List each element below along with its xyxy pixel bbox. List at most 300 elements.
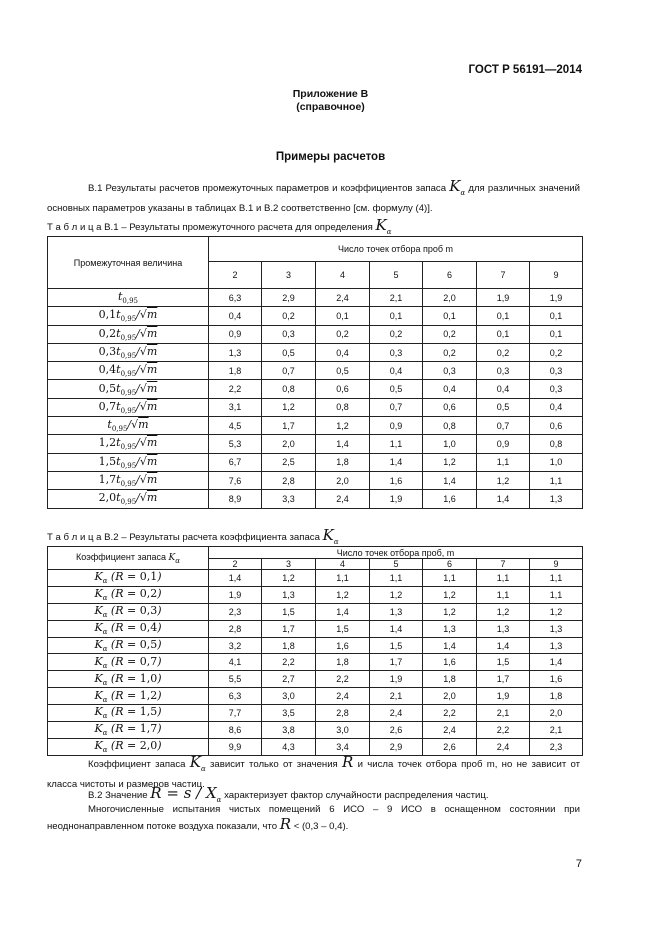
table1-cell: 0,4 <box>209 307 262 325</box>
table2-row <box>48 654 583 671</box>
row-symbol: t <box>116 436 121 450</box>
table2-col-header: 2 <box>209 559 262 570</box>
table1-row <box>48 453 583 471</box>
section-title: Примеры расчетов <box>275 151 386 163</box>
table2-cell: 2,4 <box>316 688 370 705</box>
table2-cell: 2,8 <box>209 620 262 637</box>
close-paren: ) <box>157 671 162 685</box>
intro-text-b: для различных значений основных параметров указаны в таблицах В.1 и В.2 соответственно [см. формулу (4)]. <box>47 183 580 214</box>
table2-cell: 2,1 <box>530 722 583 739</box>
table2-cell: 1,7 <box>262 620 316 637</box>
sqrt-m-symbol: /√m <box>136 436 158 450</box>
table1-cell: 0,5 <box>370 380 423 398</box>
table1-cell: 1,4 <box>370 453 423 471</box>
close-paren: ) <box>157 722 162 736</box>
table1-cell: 0,8 <box>316 398 370 416</box>
table1-cell: 1,1 <box>370 435 423 453</box>
table2-col-header: 9 <box>530 559 583 570</box>
table1-cell: 0,2 <box>370 325 423 343</box>
table2-row <box>48 603 583 620</box>
table1-cell: 0,8 <box>530 435 583 453</box>
table1-cell: 0,2 <box>262 307 316 325</box>
k-alpha-symbol: $K_\alpha$ (R = <box>94 637 140 654</box>
table2-cell: 1,5 <box>477 654 530 671</box>
table2-cell: 1,4 <box>370 620 423 637</box>
table2-cell: 2,2 <box>477 722 530 739</box>
table1-cell: 2,0 <box>316 471 370 489</box>
close-paren: ) <box>157 637 162 651</box>
table2-row-header <box>48 547 209 570</box>
note1-text-a: Коэффициент запаса <box>88 759 186 770</box>
table1-cell: 1,0 <box>530 453 583 471</box>
table1-cell: 1,4 <box>477 490 530 508</box>
table2-cell: 4,3 <box>262 738 316 755</box>
table2-cell: 2,2 <box>262 654 316 671</box>
table1-cell: 0,8 <box>423 417 477 435</box>
table1-cell: 3,3 <box>262 490 316 508</box>
table2-cell: 1,6 <box>530 671 583 688</box>
table2-row-label <box>48 705 209 722</box>
table1-cell: 0,3 <box>262 325 316 343</box>
row-subscript: 0,95 <box>120 443 137 452</box>
table1-caption-text: Т а б л и ц а В.1 – Результаты промежуточного расчета для определения <box>47 222 373 233</box>
table1-cell: 0,4 <box>530 398 583 416</box>
table1-row <box>48 380 583 398</box>
table1-cell: 0,3 <box>530 362 583 380</box>
table2-cell: 1,5 <box>316 620 370 637</box>
table1-cell: 0,6 <box>316 380 370 398</box>
table2-cell: 1,1 <box>370 570 423 587</box>
table2-cell: 4,1 <box>209 654 262 671</box>
r-value: 0,1 <box>139 570 158 584</box>
k-alpha-symbol: $K_\alpha$ (R = <box>94 587 140 603</box>
row-subscript: 0,95 <box>120 498 137 507</box>
table1-cell: 8,9 <box>209 490 262 508</box>
table2-row-label <box>48 637 209 654</box>
table2-cell: 1,9 <box>370 671 423 688</box>
table2-cell: 1,2 <box>316 586 370 603</box>
table2-row-label <box>48 586 209 603</box>
table1-row <box>48 307 583 325</box>
r-value: 1,0 <box>139 671 158 685</box>
r-symbol: R <box>279 815 292 833</box>
table1-cell: 0,2 <box>477 343 530 361</box>
table1-cell: 1,7 <box>262 417 316 435</box>
table2-row-label <box>48 722 209 739</box>
table1-row-label <box>48 453 209 471</box>
table1-row <box>48 398 583 416</box>
sqrt-m-symbol: /√m <box>136 491 158 505</box>
table1-cell: 0,9 <box>209 325 262 343</box>
table1-cell: 0,1 <box>477 307 530 325</box>
table2-cell: 2,0 <box>423 688 477 705</box>
table2-cell: 1,2 <box>477 603 530 620</box>
row-coefficient: 2,0 <box>98 491 117 505</box>
table1-cell: 2,4 <box>316 490 370 508</box>
table2-cell: 1,1 <box>316 570 370 587</box>
table1-cell: 1,3 <box>209 343 262 361</box>
row-coefficient: 0,1 <box>98 308 117 322</box>
intro-text-a: В.1 Результаты расчетов промежуточных параметров и коэффициентов запаса <box>88 183 447 194</box>
table1-cell: 0,6 <box>530 417 583 435</box>
table2-cell: 2,2 <box>423 705 477 722</box>
table1-row-header: Промежуточная величина <box>48 237 209 289</box>
row-symbol: t <box>116 308 121 322</box>
table1 <box>47 236 583 509</box>
r-formula: $R = s / X_\alpha$ <box>150 784 222 804</box>
table2-cell: 1,3 <box>530 637 583 654</box>
table1-cell: 2,5 <box>262 453 316 471</box>
sqrt-m-symbol: /√m <box>127 418 149 432</box>
table2-cell: 1,4 <box>316 603 370 620</box>
row-subscript: 0,95 <box>120 352 137 361</box>
table1-col-group: Число точек отбора проб m <box>209 237 583 262</box>
note2-text-a: В.2 Значение <box>88 790 148 801</box>
table2-row-label <box>48 671 209 688</box>
sqrt-m-symbol: /√m <box>136 381 158 395</box>
sqrt-m-symbol: /√m <box>136 363 158 377</box>
appendix-subtitle: (справочное) <box>296 101 365 113</box>
table1-cell: 1,2 <box>316 417 370 435</box>
table2-cell: 2,7 <box>262 671 316 688</box>
table1-row-label <box>48 325 209 343</box>
table1-row-label <box>48 471 209 489</box>
table1-cell: 0,1 <box>530 307 583 325</box>
k-alpha-symbol: $K_\alpha$ <box>322 526 339 546</box>
table2-cell: 2,2 <box>316 671 370 688</box>
r-value: 0,7 <box>139 654 158 668</box>
k-alpha-symbol: $K_\alpha$ (R = <box>94 570 140 586</box>
table1-cell: 0,2 <box>423 343 477 361</box>
table2-row <box>48 586 583 603</box>
table2-cell: 3,5 <box>262 705 316 722</box>
table2-cell: 1,4 <box>423 637 477 654</box>
close-paren: ) <box>157 587 162 601</box>
table2-caption <box>47 526 339 546</box>
table2-row-label <box>48 620 209 637</box>
table1-cell: 2,9 <box>262 289 316 307</box>
table2-cell: 3,0 <box>316 722 370 739</box>
table1-cell: 0,8 <box>262 380 316 398</box>
row-subscript: 0,95 <box>120 461 137 470</box>
r-value: 1,7 <box>139 722 158 736</box>
table2-cell: 1,7 <box>477 671 530 688</box>
appendix-heading <box>0 88 661 114</box>
table2-cell: 1,2 <box>423 586 477 603</box>
table2-cell: 1,1 <box>530 570 583 587</box>
table1-col-header: 9 <box>530 262 583 289</box>
table2-cell: 2,3 <box>209 603 262 620</box>
table2-cell: 1,1 <box>423 570 477 587</box>
k-alpha-symbol: $K_\alpha$ (R = <box>94 654 140 670</box>
k-alpha-symbol: $K_\alpha$ (R = <box>94 688 140 704</box>
table1-cell: 1,1 <box>477 453 530 471</box>
table2-cell: 1,4 <box>477 637 530 654</box>
row-coefficient: 1,7 <box>98 473 117 487</box>
table1-cell: 1,3 <box>530 490 583 508</box>
table2-row <box>48 620 583 637</box>
table1-cell: 2,8 <box>262 471 316 489</box>
table1-cell: 0,7 <box>262 362 316 380</box>
table1-cell: 0,5 <box>477 398 530 416</box>
table2-cell: 1,7 <box>370 654 423 671</box>
table1-row-label <box>48 417 209 435</box>
table2-cell: 2,8 <box>316 705 370 722</box>
table2-cell: 2,3 <box>530 738 583 755</box>
table1-row-label <box>48 380 209 398</box>
table2-col-header: 3 <box>262 559 316 570</box>
table2-row <box>48 570 583 587</box>
table1-col-header: 2 <box>209 262 262 289</box>
table2-cell: 7,7 <box>209 705 262 722</box>
table1-cell: 0,7 <box>370 398 423 416</box>
row-subscript: 0,95 <box>120 370 137 379</box>
note3-text-a: Многочисленные испытания чистых помещений 6 ИСО – 9 ИСО в оснащенном состоянии при неоднонаправленном потоке воздуха показали, что <box>47 804 580 832</box>
table1-cell: 1,4 <box>423 471 477 489</box>
row-subscript: 0,95 <box>120 480 137 489</box>
table2-caption-text: Т а б л и ц а В.2 – Результаты расчета коэффициента запаса <box>47 532 320 543</box>
table2 <box>47 546 583 756</box>
table1-cell: 0,3 <box>423 362 477 380</box>
sqrt-m-symbol: /√m <box>136 399 158 413</box>
row-subscript: 0,95 <box>120 407 137 416</box>
row-coefficient: 0,5 <box>98 381 117 395</box>
k-alpha-symbol: $K_\alpha$ (R = <box>94 621 140 637</box>
table1-cell: 6,3 <box>209 289 262 307</box>
table1-cell: 0,4 <box>370 362 423 380</box>
table1-row-label <box>48 490 209 508</box>
row-coefficient: 0,2 <box>98 326 117 340</box>
table1-cell: 1,9 <box>370 490 423 508</box>
r-value: 0,4 <box>139 621 158 635</box>
r-value: 1,2 <box>139 688 158 702</box>
k-alpha-symbol: $K_\alpha$ (R = <box>94 722 140 738</box>
table1-cell: 0,1 <box>530 325 583 343</box>
table1-cell: 0,5 <box>262 343 316 361</box>
row-symbol: t <box>107 418 112 432</box>
table2-col-header: 5 <box>370 559 423 570</box>
table2-cell: 3,4 <box>316 738 370 755</box>
table2-cell: 1,2 <box>530 603 583 620</box>
table2-cell: 2,1 <box>370 688 423 705</box>
table1-cell: 0,2 <box>316 325 370 343</box>
table1-cell: 0,9 <box>477 435 530 453</box>
table1-cell: 0,1 <box>423 307 477 325</box>
table2-cell: 3,2 <box>209 637 262 654</box>
table1-cell: 2,4 <box>316 289 370 307</box>
r-value: 2,0 <box>139 739 158 753</box>
table2-cell: 2,6 <box>370 722 423 739</box>
table1-col-header: 4 <box>316 262 370 289</box>
table2-cell: 2,0 <box>530 705 583 722</box>
table2-cell: 3,0 <box>262 688 316 705</box>
row-subscript: 0,95 <box>120 315 137 324</box>
table2-row <box>48 671 583 688</box>
row-coefficient: 1,5 <box>98 454 117 468</box>
table2-cell: 1,3 <box>530 620 583 637</box>
table2-cell: 5,5 <box>209 671 262 688</box>
table2-cell: 1,1 <box>477 586 530 603</box>
table1-cell: 1,9 <box>530 289 583 307</box>
table1-col-header: 3 <box>262 262 316 289</box>
table2-cell: 9,9 <box>209 738 262 755</box>
table2-col-header: 6 <box>423 559 477 570</box>
table2-cell: 1,4 <box>209 570 262 587</box>
r-value: 0,5 <box>139 637 158 651</box>
k-alpha-symbol: $K_\alpha$ <box>168 552 180 565</box>
table2-row <box>48 722 583 739</box>
table2-cell: 1,6 <box>423 654 477 671</box>
row-symbol: t <box>116 344 121 358</box>
table2-cell: 1,8 <box>316 654 370 671</box>
table2-cell: 2,4 <box>477 738 530 755</box>
sqrt-m-symbol: /√m <box>136 454 158 468</box>
table2-row <box>48 705 583 722</box>
table1-cell: 0,1 <box>477 325 530 343</box>
table2-cell: 3,8 <box>262 722 316 739</box>
r-symbol: R <box>342 753 354 771</box>
table2-cell: 1,8 <box>423 671 477 688</box>
row-symbol: t <box>116 454 121 468</box>
sqrt-m-symbol: /√m <box>136 344 158 358</box>
table2-cell: 2,1 <box>477 705 530 722</box>
table1-cell: 2,2 <box>209 380 262 398</box>
table2-row <box>48 738 583 755</box>
row-symbol: t <box>116 399 121 413</box>
table1-row <box>48 435 583 453</box>
table1-row <box>48 490 583 508</box>
table1-row-label <box>48 343 209 361</box>
table1-row <box>48 325 583 343</box>
table1-cell: 1,9 <box>477 289 530 307</box>
k-alpha-symbol: $K_\alpha$ <box>375 216 392 236</box>
table2-cell: 2,4 <box>370 705 423 722</box>
table2-cell: 8,6 <box>209 722 262 739</box>
row-subscript: 0,95 <box>111 425 128 434</box>
table2-row-label <box>48 603 209 620</box>
table2-cell: 1,2 <box>370 586 423 603</box>
table1-cell: 1,4 <box>316 435 370 453</box>
table1-row-label <box>48 307 209 325</box>
table2-cell: 1,9 <box>209 586 262 603</box>
table1-cell: 0,3 <box>530 380 583 398</box>
table2-row-label <box>48 738 209 755</box>
row-coefficient: 1,2 <box>98 436 117 450</box>
sqrt-m-symbol: /√m <box>136 473 158 487</box>
row-symbol: t <box>116 473 121 487</box>
table1-cell: 0,2 <box>423 325 477 343</box>
r-value: 1,5 <box>139 705 158 719</box>
table2-cell: 1,3 <box>370 603 423 620</box>
table1-cell: 5,3 <box>209 435 262 453</box>
close-paren: ) <box>157 604 162 618</box>
table1-cell: 0,5 <box>316 362 370 380</box>
close-paren: ) <box>157 688 162 702</box>
row-subscript: 0,95 <box>120 388 137 397</box>
note3-paragraph <box>47 802 580 834</box>
table1-row <box>48 417 583 435</box>
table1-row-label <box>48 289 209 307</box>
table1-row-label <box>48 362 209 380</box>
table1-cell: 1,0 <box>423 435 477 453</box>
table1-row <box>48 471 583 489</box>
note3-text-b: < (0,3 – 0,4). <box>293 821 349 832</box>
table1-cell: 0,7 <box>477 417 530 435</box>
table2-col-header: 4 <box>316 559 370 570</box>
table1-cell: 0,1 <box>370 307 423 325</box>
table2-col-group: Число точек отбора проб, m <box>209 547 583 559</box>
table1-cell: 0,4 <box>316 343 370 361</box>
table1-cell: 0,9 <box>370 417 423 435</box>
table1-cell: 0,3 <box>477 362 530 380</box>
row-symbol: t <box>116 491 121 505</box>
intro-paragraph <box>47 179 580 216</box>
table1-row-label <box>48 435 209 453</box>
table2-cell: 1,1 <box>530 586 583 603</box>
close-paren: ) <box>157 739 162 753</box>
table2-row <box>48 637 583 654</box>
row-subscript: 0,95 <box>122 297 138 306</box>
row-symbol: t <box>116 381 121 395</box>
table1-cell: 2,1 <box>370 289 423 307</box>
note1-text-b: зависит только от значения <box>210 759 338 770</box>
close-paren: ) <box>157 705 162 719</box>
table1-cell: 1,2 <box>477 471 530 489</box>
row-symbol: t <box>116 363 121 377</box>
table1-row <box>48 289 583 307</box>
row-subscript: 0,95 <box>120 333 137 342</box>
table2-cell: 1,2 <box>262 570 316 587</box>
table2-row-header-text: Коэффициент запаса <box>76 551 166 562</box>
k-alpha-symbol: $K_\alpha$ <box>189 753 206 773</box>
k-alpha-symbol: $K_\alpha$ (R = <box>94 604 140 620</box>
table1-cell: 2,0 <box>262 435 316 453</box>
table1-cell: 0,4 <box>423 380 477 398</box>
table2-cell: 1,6 <box>316 637 370 654</box>
table1-col-header: 6 <box>423 262 477 289</box>
table2-col-header: 7 <box>477 559 530 570</box>
note1-text-c: и числа точек отбора проб m, но не зависит от класса чистоты и размеров частиц. <box>47 759 581 790</box>
table1-caption <box>47 216 391 236</box>
table1-cell: 1,2 <box>262 398 316 416</box>
k-alpha-symbol: $K_\alpha$ (R = <box>94 705 140 721</box>
table1-cell: 7,6 <box>209 471 262 489</box>
page-number: 7 <box>575 858 582 870</box>
table1-cell: 1,2 <box>423 453 477 471</box>
table1-cell: 6,7 <box>209 453 262 471</box>
row-coefficient: 0,3 <box>98 344 117 358</box>
table2-cell: 1,2 <box>423 603 477 620</box>
table2-row-label <box>48 688 209 705</box>
table1-cell: 1,8 <box>316 453 370 471</box>
table1-cell: 2,0 <box>423 289 477 307</box>
row-symbol: t <box>117 290 123 304</box>
r-value: 0,2 <box>139 587 158 601</box>
table2-cell: 1,3 <box>262 586 316 603</box>
close-paren: ) <box>157 621 162 635</box>
table2-cell: 1,8 <box>262 637 316 654</box>
appendix-title: Приложение В <box>292 88 369 100</box>
table2-cell: 2,6 <box>423 738 477 755</box>
table1-cell: 0,1 <box>316 307 370 325</box>
table1-cell: 1,6 <box>370 471 423 489</box>
table1-row <box>48 362 583 380</box>
table2-cell: 1,3 <box>477 620 530 637</box>
table1-col-header: 7 <box>477 262 530 289</box>
row-symbol: t <box>116 326 121 340</box>
table1-cell: 1,1 <box>530 471 583 489</box>
k-alpha-symbol: $K_\alpha$ (R = <box>94 739 140 755</box>
